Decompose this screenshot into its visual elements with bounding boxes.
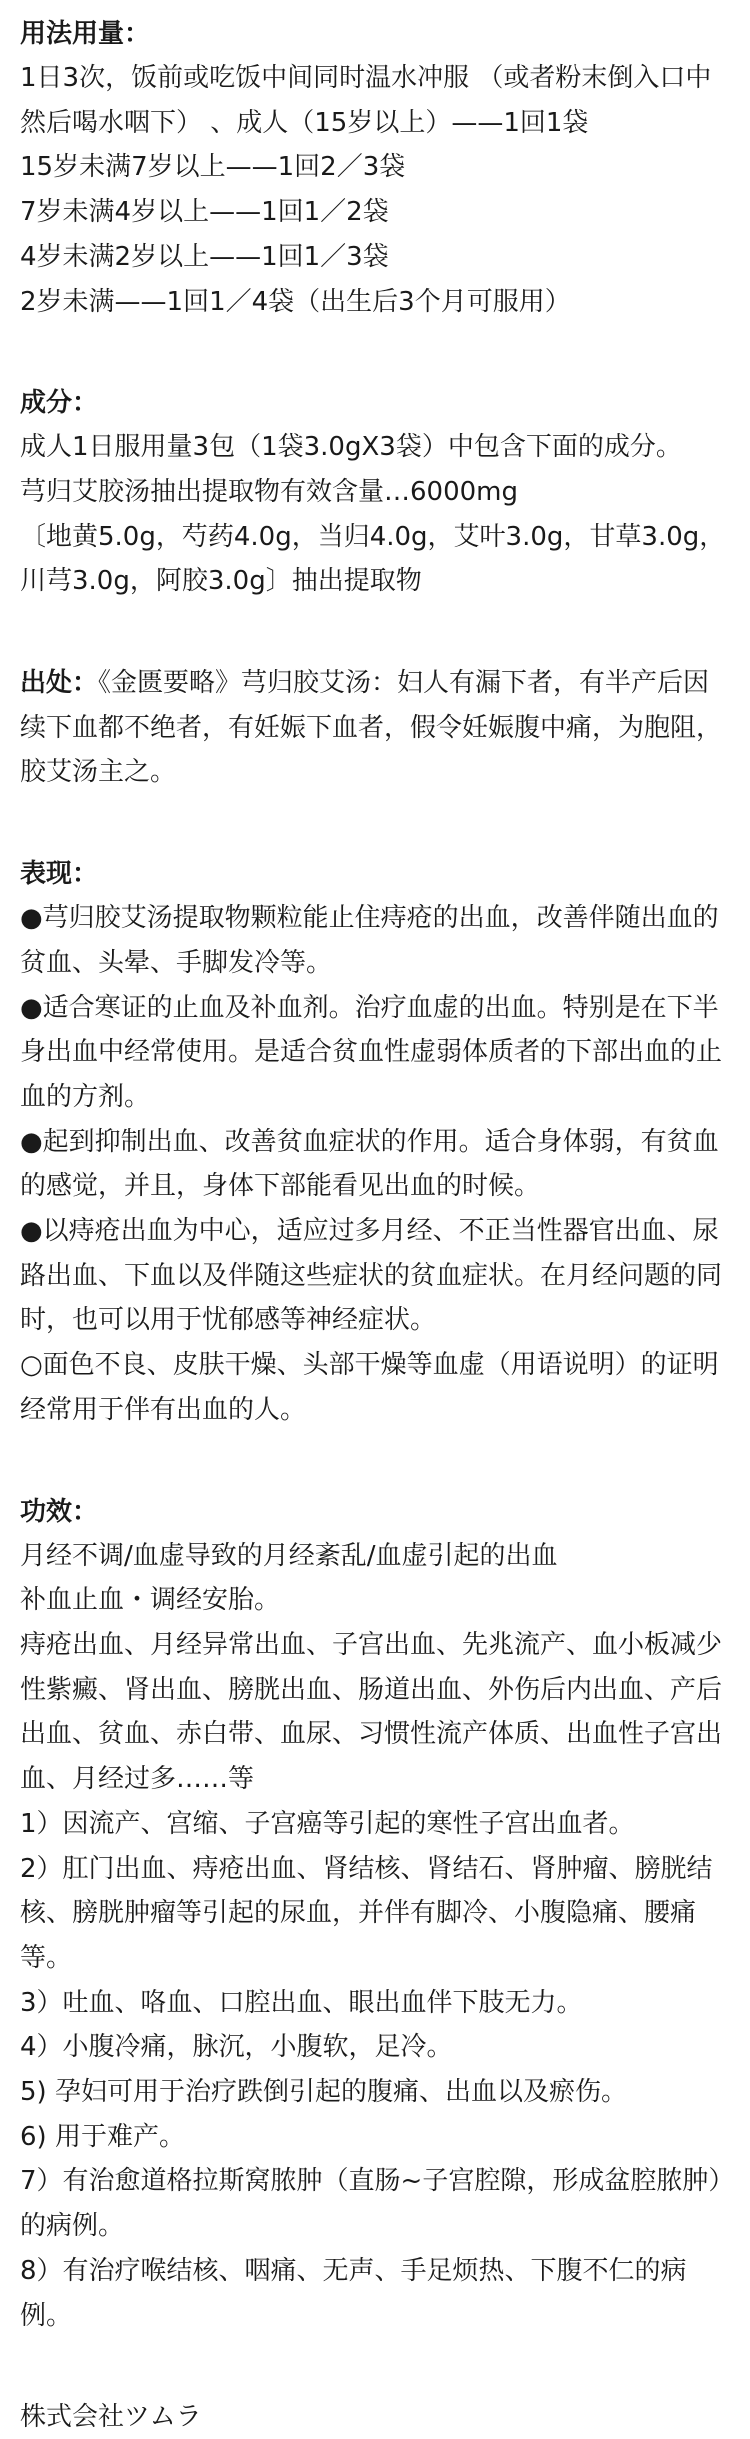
source-paragraph (20, 661, 730, 795)
usage-line: 7岁未满4岁以上——1回1／2袋 (20, 197, 389, 228)
usage-line: 15岁未满7岁以上——1回2／3袋 (20, 152, 406, 183)
usage-section (20, 12, 730, 324)
symptoms-item: ●适合寒证的止血及补血剂。治疗血虚的出血。特别是在下半身出血中经常使用。是适合贫血性虚弱体质者的下部出血的止血的方剂。 (20, 992, 723, 1112)
ingredients-line: 成人1日服用量3包（1袋3.0gX3袋）中包含下面的成分。 (20, 432, 682, 463)
usage-heading: 用法用量： (20, 19, 151, 49)
symptoms-item: ●芎归胶艾汤提取物颗粒能止住痔疮的出血，改善伴随出血的贫血、头晕、手脚发冷等。 (20, 903, 719, 978)
usage-line: 4岁未满2岁以上——1回1／3袋 (20, 241, 389, 272)
source-section (20, 661, 730, 795)
efficacy-item: 8）有治疗喉结核、咽痛、无声、手足烦热、下腹不仁的病例。 (20, 2255, 687, 2331)
source-text: 《金匮要略》芎归胶艾汤：妇人有漏下者，有半产后因续下血都不绝者，有妊娠下血者，假令妊娠腹中痛，为胞阻，胶艾汤主之。 (20, 668, 723, 788)
efficacy-section (20, 1490, 730, 2339)
efficacy-item: 痔疮出血、月经异常出血、子宫出血、先兆流产、血小板减少性紫癜、肾出血、膀胱出血、肠道出血、外伤后内出血、产后出血、贫血、赤白带、血尿、习惯性流产体质、出血性子宫出血、月经过多……等 (20, 1629, 723, 1795)
efficacy-item: 3）吐血、咯血、口腔出血、眼出血伴下肢无力。 (20, 1987, 583, 2018)
efficacy-item: 补血止血・调经安胎。 (20, 1585, 281, 1616)
ingredients-line: 芎归艾胶汤抽出提取物有效含量…6000mg (20, 476, 518, 507)
usage-line: 2岁未满——1回1／4袋（出生后3个月可服用） (20, 286, 571, 317)
symptoms-item: ●起到抑制出血、改善贫血症状的作用。适合身体弱，有贫血的感觉，并且，身体下部能看见出血的时候。 (20, 1126, 719, 1202)
symptoms-item: ○面色不良、皮肤干燥、头部干燥等血虚（用语说明）的证明经常用于伴有出血的人。 (20, 1350, 719, 1425)
source-heading: 出处： (20, 668, 99, 699)
efficacy-heading: 功效： (20, 1496, 99, 1527)
company-name: 株式会社ツムラ (20, 2402, 202, 2433)
symptoms-heading: 表现： (20, 859, 99, 890)
ingredients-heading: 成分： (20, 388, 99, 419)
efficacy-item: 4）小腹冷痛，脉沉，小腹软，足冷。 (20, 2032, 453, 2063)
efficacy-item: 1）因流产、宫缩、子宫癌等引起的寒性子宫出血者。 (20, 1808, 635, 1839)
efficacy-item: 2）肛门出血、痔疮出血、肾结核、肾结石、肾肿瘤、膀胱结核、膀胱肿瘤等引起的尿血，并伴有脚冷、小腹隐痛、腰痛等。 (20, 1853, 713, 1973)
efficacy-item: 5) 孕妇可用于治疗跌倒引起的腹痛、出血以及瘀伤。 (20, 2077, 627, 2108)
symptoms-section (20, 852, 730, 1432)
usage-line: 1日3次，饭前或吃饭中间同时温水冲服 （或者粉末倒入口中然后喝水咽下） 、成人（15岁以上）——1回1袋 (20, 63, 712, 138)
efficacy-item: 月经不调/血虚导致的月经紊乱/血虚引起的出血 (20, 1540, 558, 1571)
efficacy-item: 7）有治愈道格拉斯窝脓肿（直肠~子宫腔隙，形成盆腔脓肿）的病例。 (20, 2166, 722, 2242)
ingredients-section (20, 381, 730, 604)
symptoms-item: ●以痔疮出血为中心，适应过多月经、不正当性器官出血、尿路出血、下血以及伴随这些症状的贫血症状。在月经问题的同时，也可以用于忧郁感等神经症状。 (20, 1216, 723, 1336)
ingredients-line: 〔地黄5.0g，芍药4.0g，当归4.0g，艾叶3.0g，甘草3.0g，川芎3.0g，阿胶3.0g〕抽出提取物 (20, 521, 726, 597)
efficacy-item: 6) 用于难产。 (20, 2121, 185, 2152)
